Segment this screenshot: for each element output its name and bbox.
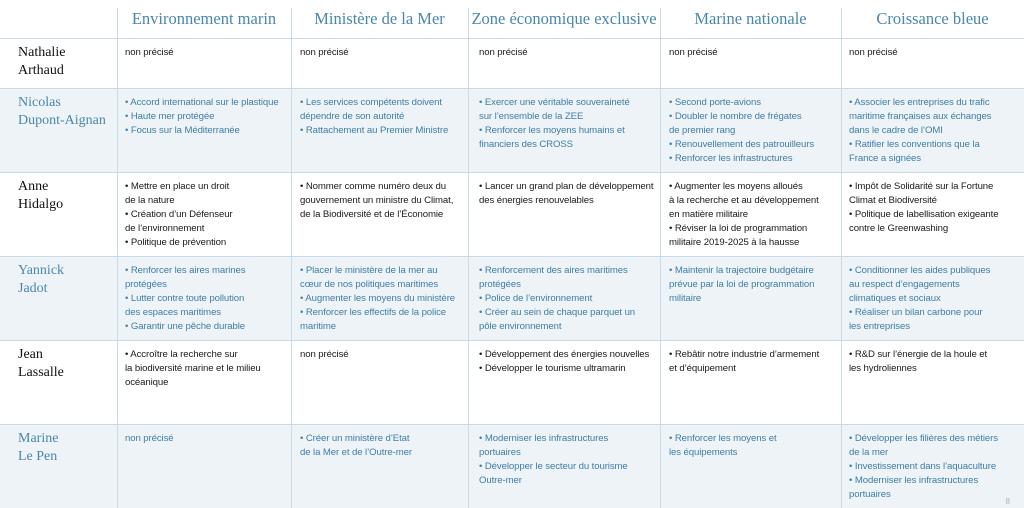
- column-header: Croissance bleue: [876, 9, 989, 28]
- bullet-item: • Développer le secteur du tourisme Outre-mer: [479, 460, 657, 488]
- row-divider: [0, 38, 1024, 39]
- table-cell: [479, 46, 657, 60]
- bullet-list: [125, 264, 285, 334]
- table-cell: [479, 348, 657, 376]
- bullet-item: • Renforcer les aires marines protégées: [125, 264, 285, 292]
- column-divider: [660, 8, 661, 508]
- candidate-name-line: Marine: [18, 431, 59, 446]
- bullet-item: • Politique de labellisation exigeante contre le Greenwashing: [849, 208, 1019, 236]
- candidate-name: [18, 346, 64, 382]
- table-cell: [849, 180, 1019, 236]
- bullet-item: • Politique de prévention: [125, 236, 285, 250]
- bullet-item: • Rebâtir notre industrie d’armement et d’équipement: [669, 348, 837, 376]
- table-cell: [125, 348, 285, 390]
- page-number: 8: [1005, 497, 1010, 506]
- bullet-list: [300, 264, 462, 334]
- row-divider: [0, 88, 1024, 89]
- bullet-item: • Nommer comme numéro deux du gouvernement un ministre du Climat, de la Biodiversité et de l’Économie: [300, 180, 462, 222]
- candidate-name: [18, 178, 63, 214]
- bullet-list: [479, 180, 657, 208]
- table-cell: [849, 432, 1019, 502]
- bullet-item: • Renforcer les moyens et les équipements: [669, 432, 837, 460]
- table-cell: [300, 96, 462, 138]
- table-cell: [849, 264, 1019, 334]
- bullet-item: • Impôt de Solidarité sur la Fortune Climat et Biodiversité: [849, 180, 1019, 208]
- row-divider: [0, 340, 1024, 341]
- cell-text: non précisé: [300, 47, 349, 58]
- bullet-item: • Renouvellement des patrouilleurs: [669, 138, 837, 152]
- bullet-item: • Développer le tourisme ultramarin: [479, 362, 657, 376]
- bullet-item: • Focus sur la Méditerranée: [125, 124, 285, 138]
- column-header: Ministère de la Mer: [314, 9, 445, 28]
- bullet-list: [479, 96, 657, 152]
- bullet-item: • Accroître la recherche sur la biodiversité marine et le milieu océanique: [125, 348, 285, 390]
- bullet-list: [669, 432, 837, 460]
- table-cell: [849, 348, 1019, 376]
- table-cell: [479, 180, 657, 208]
- table-cell: [669, 348, 837, 376]
- bullet-list: [300, 432, 462, 460]
- cell-text: non précisé: [125, 433, 174, 444]
- bullet-item: • Renforcer les moyens humains et financiers des CROSS: [479, 124, 657, 152]
- candidate-name-line: Yannick: [18, 263, 65, 278]
- candidate-name: [18, 94, 106, 130]
- table-cell: [300, 180, 462, 222]
- table-row: [0, 340, 1024, 424]
- bullet-list: [300, 180, 462, 222]
- bullet-list: [849, 432, 1019, 502]
- bullet-item: • Investissement dans l’aquaculture: [849, 460, 1019, 474]
- bullet-item: • Rattachement au Premier Ministre: [300, 124, 462, 138]
- column-divider: [291, 8, 292, 508]
- cell-text: non précisé: [849, 47, 898, 58]
- bullet-item: • Second porte-avions: [669, 96, 837, 110]
- bullet-list: [125, 180, 285, 250]
- bullet-item: • Réviser la loi de programmation militaire 2019-2025 à la hausse: [669, 222, 837, 250]
- table-cell: [479, 432, 657, 488]
- bullet-item: • Développement des énergies nouvelles: [479, 348, 657, 362]
- candidate-name-line: Nathalie: [18, 45, 66, 60]
- table-cell: [300, 348, 462, 362]
- bullet-item: • Augmenter les moyens alloués à la recherche et au développement en matière militaire: [669, 180, 837, 222]
- column-header: Marine nationale: [694, 9, 807, 28]
- bullet-item: • Réaliser un bilan carbone pour les entreprises: [849, 306, 1019, 334]
- bullet-list: [479, 348, 657, 376]
- bullet-item: • Police de l’environnement: [479, 292, 657, 306]
- candidate-name: [18, 262, 64, 298]
- cell-text: non précisé: [479, 47, 528, 58]
- table-cell: [125, 96, 285, 138]
- table-cell: [300, 46, 462, 60]
- bullet-item: • Exercer une véritable souveraineté sur l’ensemble de la ZEE: [479, 96, 657, 124]
- candidate-name-line: Dupont-Aignan: [18, 113, 106, 128]
- bullet-list: [849, 348, 1019, 376]
- table-row: [0, 172, 1024, 256]
- table-cell: [479, 264, 657, 334]
- bullet-item: • Renforcement des aires maritimes protégées: [479, 264, 657, 292]
- table-cell: [849, 46, 1019, 60]
- table-cell: [300, 432, 462, 460]
- bullet-item: • Renforcer les effectifs de la police maritime: [300, 306, 462, 334]
- bullet-item: • Conditionner les aides publiques au respect d’engagements climatiques et sociaux: [849, 264, 1019, 306]
- column-header: Environnement marin: [131, 9, 277, 28]
- table-row: [0, 424, 1024, 508]
- bullet-item: • Associer les entreprises du trafic maritime françaises aux échanges dans le cadre de l’OMI: [849, 96, 1019, 138]
- candidate-name-line: Hidalgo: [18, 197, 64, 212]
- column-divider: [468, 8, 469, 508]
- bullet-item: • R&D sur l’énergie de la houle et les hydroliennes: [849, 348, 1019, 376]
- table-cell: [669, 432, 837, 460]
- bullet-item: • Moderniser les infrastructures portuaires: [849, 474, 1019, 502]
- bullet-list: [125, 348, 285, 390]
- bullet-list: [669, 264, 837, 306]
- candidate-name: [18, 44, 65, 80]
- cell-text: non précisé: [125, 47, 174, 58]
- table-cell: [669, 264, 837, 306]
- bullet-item: • Lancer un grand plan de développement des énergies renouvelables: [479, 180, 657, 208]
- bullet-item: • Maintenir la trajectoire budgétaire prévue par la loi de programmation militaire: [669, 264, 837, 306]
- candidate-name-line: Arthaud: [18, 63, 64, 78]
- bullet-item: • Créer un ministère d’Etat de la Mer et de l’Outre-mer: [300, 432, 462, 460]
- row-divider: [0, 172, 1024, 173]
- bullet-item: • Doubler le nombre de frégates de premier rang: [669, 110, 837, 138]
- candidate-name-line: Le Pen: [18, 449, 58, 464]
- bullet-item: • Accord international sur le plastique: [125, 96, 285, 110]
- table-cell: [669, 46, 837, 60]
- candidate-name-line: Nicolas: [18, 95, 61, 110]
- row-divider: [0, 256, 1024, 257]
- column-divider: [117, 8, 118, 508]
- bullet-list: [479, 432, 657, 488]
- table-cell: [125, 180, 285, 250]
- bullet-list: [849, 180, 1019, 236]
- table-cell: [669, 96, 837, 166]
- candidate-name-line: Jean: [18, 347, 43, 362]
- bullet-item: • Garantir une pêche durable: [125, 320, 285, 334]
- bullet-list: [669, 180, 837, 250]
- bullet-item: • Renforcer les infrastructures: [669, 152, 837, 166]
- table-row: [0, 256, 1024, 340]
- column-divider: [841, 8, 842, 508]
- bullet-item: • Haute mer protégée: [125, 110, 285, 124]
- candidate-name-line: Lassalle: [18, 365, 64, 380]
- bullet-list: [479, 264, 657, 334]
- candidate-name-line: Anne: [18, 179, 49, 194]
- bullet-list: [125, 96, 285, 138]
- bullet-item: • Création d’un Défenseur de l’environnement: [125, 208, 285, 236]
- table-cell: [125, 264, 285, 334]
- bullet-item: • Développer les filières des métiers de la mer: [849, 432, 1019, 460]
- candidate-name: [18, 430, 58, 466]
- cell-text: non précisé: [300, 349, 349, 360]
- table-row: [0, 38, 1024, 88]
- bullet-list: [849, 96, 1019, 166]
- bullet-item: • Mettre en place un droit de la nature: [125, 180, 285, 208]
- bullet-item: • Augmenter les moyens du ministère: [300, 292, 462, 306]
- cell-text: non précisé: [669, 47, 718, 58]
- row-divider: [0, 424, 1024, 425]
- table-row: [0, 88, 1024, 172]
- bullet-item: • Lutter contre toute pollution des espaces maritimes: [125, 292, 285, 320]
- table-cell: [849, 96, 1019, 166]
- table-cell: [479, 96, 657, 152]
- bullet-list: [669, 96, 837, 166]
- bullet-list: [300, 96, 462, 138]
- table-cell: [300, 264, 462, 334]
- bullet-list: [669, 348, 837, 376]
- candidate-name-line: Jadot: [18, 281, 48, 296]
- table-cell: [125, 432, 285, 446]
- bullet-item: • Moderniser les infrastructures portuaires: [479, 432, 657, 460]
- table-cell: [669, 180, 837, 250]
- bullet-item: • Ratifier les conventions que la France a signées: [849, 138, 1019, 166]
- table-cell: [125, 46, 285, 60]
- bullet-item: • Placer le ministère de la mer au cœur de nos politiques maritimes: [300, 264, 462, 292]
- column-header: Zone économique exclusive: [471, 9, 657, 28]
- bullet-item: • Créer au sein de chaque parquet un pôle environnement: [479, 306, 657, 334]
- bullet-list: [849, 264, 1019, 334]
- bullet-item: • Les services compétents doivent dépendre de son autorité: [300, 96, 462, 124]
